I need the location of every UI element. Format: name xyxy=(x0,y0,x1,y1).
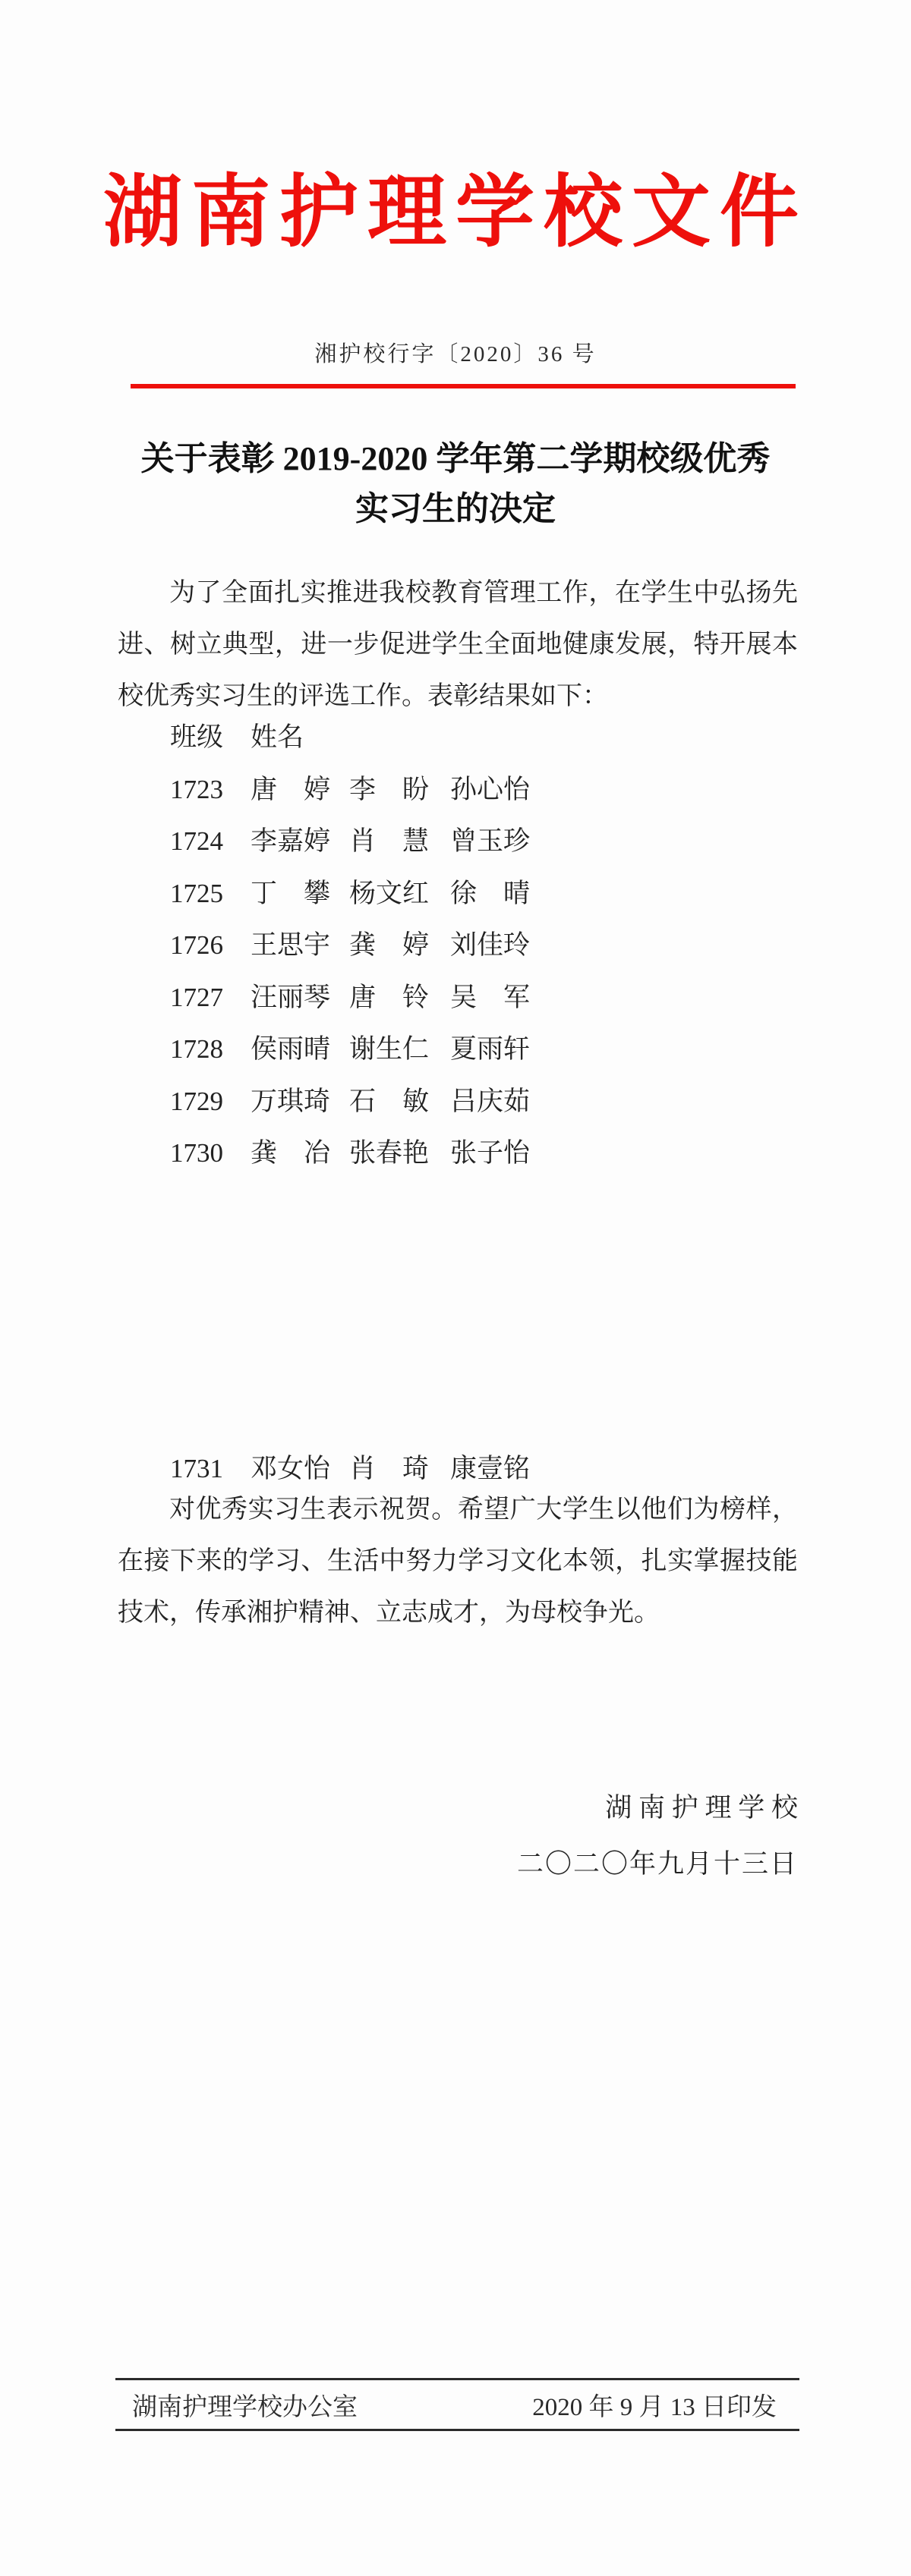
student-name: 吴 军 xyxy=(450,982,531,1012)
document-title xyxy=(76,434,835,534)
student-name: 张子怡 xyxy=(450,1138,531,1168)
student-name: 谢生仁 xyxy=(349,1034,430,1064)
student-name: 龚 冶 xyxy=(251,1138,331,1168)
student-name: 肖 慧 xyxy=(349,826,430,856)
student-name: 刘佳玲 xyxy=(450,930,531,960)
signature-org: 湖 南 护 理 学 校 xyxy=(605,1793,798,1823)
footer-bottom-rule xyxy=(115,2429,799,2431)
closing-paragraph: 对优秀实习生表示祝贺。希望广大学生以他们为榜样，在接下来的学习、生活中努力学习文化本领，扎实掌握技能技术，传承湘护精神、立志成才，为母校争光。 xyxy=(118,1496,798,1627)
signature-date: 二〇二〇年九月十三日 xyxy=(516,1849,798,1879)
column-header-name: 姓名 xyxy=(251,722,304,752)
document-title-line1: 关于表彰 2019-2020 学年第二学期校级优秀 xyxy=(140,440,771,477)
document-number: 湘护校行字〔2020〕36 号 xyxy=(314,342,597,366)
table-row xyxy=(170,764,800,816)
student-name: 曾玉珍 xyxy=(450,826,531,856)
student-name: 唐 婷 xyxy=(251,774,331,804)
student-name: 邓女怡 xyxy=(251,1454,331,1483)
class-number: 1727 xyxy=(170,982,223,1012)
footer-print-date: 2020 年 9 月 13 日印发 xyxy=(532,2393,777,2421)
student-name: 丁 攀 xyxy=(251,878,331,908)
table-header-row xyxy=(170,712,800,764)
class-number: 1730 xyxy=(170,1138,223,1168)
class-number: 1731 xyxy=(170,1454,223,1483)
student-name: 石 敏 xyxy=(349,1086,430,1116)
letterhead-org-title: 湖南护理学校文件 xyxy=(102,169,808,256)
column-header-class: 班级 xyxy=(170,722,224,752)
award-table-page1 xyxy=(170,712,800,1180)
student-name: 王思宇 xyxy=(251,930,331,960)
intro-paragraph: 为了全面扎实推进我校教育管理工作，在学生中弘扬先进、树立典型，进一步促进学生全面地健康发展，特开展本校优秀实习生的评选工作。表彰结果如下： xyxy=(118,579,798,710)
signature-block xyxy=(118,1780,798,1892)
table-row xyxy=(170,1128,800,1180)
footer-office: 湖南护理学校办公室 xyxy=(132,2393,358,2421)
student-name: 汪丽琴 xyxy=(251,982,331,1012)
student-name: 夏雨轩 xyxy=(450,1034,531,1064)
class-number: 1726 xyxy=(170,930,223,960)
class-number: 1724 xyxy=(170,826,223,856)
class-number: 1725 xyxy=(170,878,223,908)
table-row xyxy=(170,1076,800,1128)
table-row xyxy=(170,1024,800,1076)
footer-row xyxy=(115,2380,799,2429)
student-name: 唐 铃 xyxy=(349,982,430,1012)
student-name: 肖 琦 xyxy=(349,1454,430,1483)
student-name: 康壹铭 xyxy=(450,1454,531,1483)
student-name: 杨文红 xyxy=(349,878,430,908)
table-row xyxy=(170,972,800,1024)
table-row xyxy=(170,920,800,972)
student-name: 龚 婷 xyxy=(349,930,430,960)
class-number: 1723 xyxy=(170,774,223,804)
student-name: 孙心怡 xyxy=(450,774,531,804)
table-row xyxy=(170,816,800,868)
student-name: 吕庆茹 xyxy=(450,1086,531,1116)
student-name: 徐 晴 xyxy=(450,878,531,908)
letterhead-red-divider xyxy=(131,384,796,388)
student-name: 李 盼 xyxy=(349,774,430,804)
student-name: 张春艳 xyxy=(349,1138,430,1168)
student-name: 李嘉婷 xyxy=(251,826,331,856)
document-footer xyxy=(115,2378,799,2431)
table-row xyxy=(170,868,800,920)
student-name: 万琪琦 xyxy=(251,1086,331,1116)
class-number: 1728 xyxy=(170,1034,223,1064)
document-title-line2: 实习生的决定 xyxy=(355,490,556,527)
student-name: 侯雨晴 xyxy=(251,1034,331,1064)
class-number: 1729 xyxy=(170,1086,223,1116)
